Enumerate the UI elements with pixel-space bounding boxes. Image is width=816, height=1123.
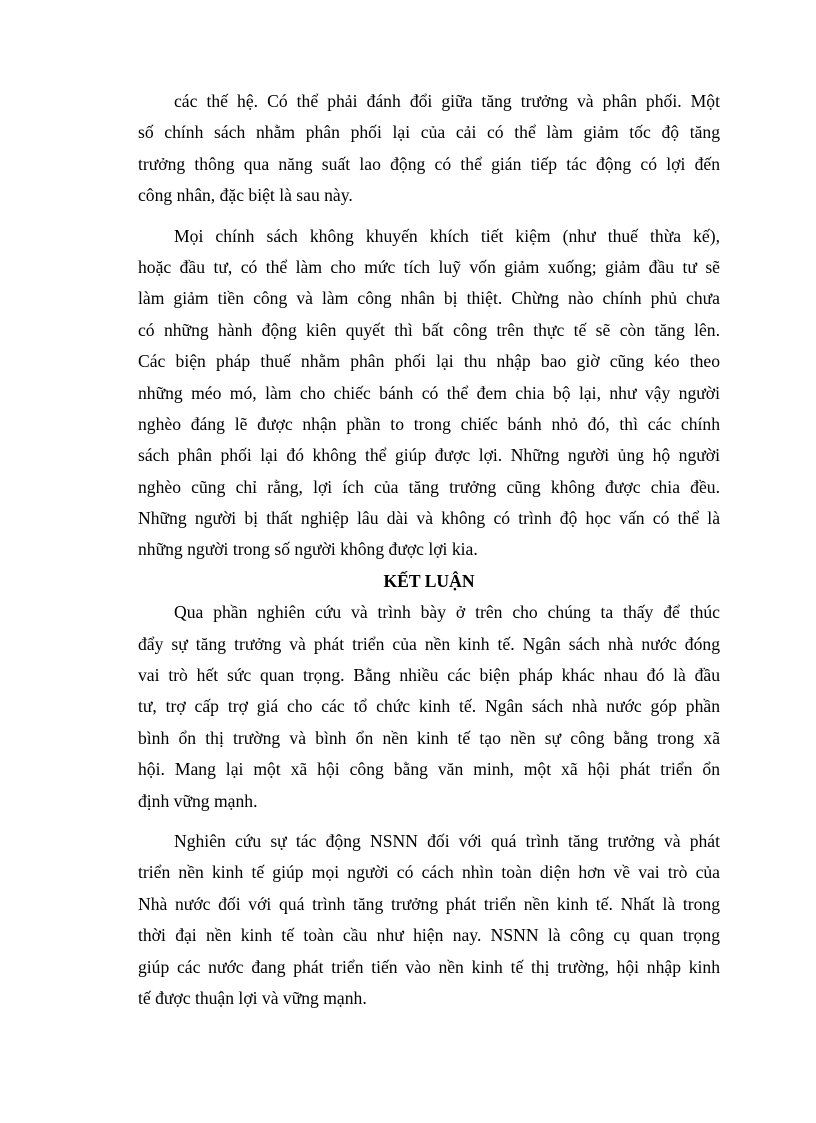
text-line: triển nền kinh tế giúp mọi người có cách nhìn toàn diện hơn về vai trò của	[138, 862, 720, 883]
text-line: Các biện pháp thuế nhằm phân phối lại thu nhập bao giờ cũng kéo theo	[138, 351, 720, 372]
text-line: có những hành động kiên quyết thì bất công trên thực tế sẽ còn tăng lên.	[138, 319, 720, 340]
text-line: thời đại nền kinh tế toàn cầu như hiện nay. NSNN là công cụ quan trọng	[138, 925, 720, 946]
text-line: số chính sách nhằm phân phối lại của cải có thể làm giảm tốc độ tăng	[138, 122, 720, 143]
text-line: vai trò hết sức quan trọng. Bằng nhiều các biện pháp khác nhau đó là đầu	[138, 665, 720, 686]
paragraph	[138, 86, 720, 212]
text-line: Nhà nước đối với quá trình tăng trưởng phát triển nền kinh tế. Nhất là trong	[138, 893, 720, 914]
paragraph	[138, 597, 720, 817]
text-line: Những người bị thất nghiệp lâu dài và không có trình độ học vấn có thể là	[138, 508, 720, 529]
text-line: nghèo cũng chỉ rằng, lợi ích của tăng trưởng cũng không được chia đều.	[138, 476, 720, 497]
text-line: Mọi chính sách không khuyến khích tiết kiệm (như thuế thừa kế),	[174, 225, 720, 246]
paragraph	[138, 826, 720, 1014]
text-line: định vững mạnh.	[138, 790, 258, 811]
text-line: hoặc đầu tư, có thể làm cho mức tích luỹ vốn giảm xuống; giảm đầu tư sẽ	[138, 256, 720, 277]
text-line: tế được thuận lợi và vững mạnh.	[138, 987, 367, 1008]
text-line: làm giảm tiền công và làm công nhân bị thiệt. Chừng nào chính phủ chưa	[138, 288, 720, 309]
text-line: Nghiên cứu sự tác động NSNN đối với quá trình tăng trưởng và phát	[174, 830, 720, 851]
text-line: tư, trợ cấp trợ giá cho các tổ chức kinh tế. Ngân sách nhà nước góp phần	[138, 696, 720, 717]
text-line: giúp các nước đang phát triển tiến vào nền kinh tế thị trường, hội nhập kinh	[138, 956, 720, 977]
text-line: đẩy sự tăng trưởng và phát triển của nền kinh tế. Ngân sách nhà nước đóng	[138, 633, 720, 654]
text-line: hội. Mang lại một xã hội công bằng văn minh, một xã hội phát triển ổn	[138, 759, 720, 780]
text-line: những người trong số người không được lợi kia.	[138, 539, 478, 560]
paragraph	[138, 221, 720, 566]
section-heading: KẾT LUẬN	[383, 570, 475, 591]
text-line: những méo mó, làm cho chiếc bánh có thể đem chia bộ lại, như vậy người	[138, 382, 720, 403]
text-line: trưởng thông qua năng suất lao động có thể gián tiếp tác động có lợi đến	[138, 153, 720, 174]
text-line: các thế hệ. Có thể phải đánh đổi giữa tăng trưởng và phân phối. Một	[174, 91, 720, 111]
document-body	[138, 86, 720, 1014]
text-line: Qua phần nghiên cứu và trình bày ở trên cho chúng ta thấy để thúc	[174, 602, 720, 623]
text-line: nghèo đáng lẽ được nhận phần to trong chiếc bánh nhỏ đó, thì các chính	[138, 413, 720, 434]
text-line: bình ổn thị trường và bình ổn nền kinh tế tạo nền sự công bằng trong xã	[138, 727, 720, 748]
text-line: sách phân phối lại đó không thể giúp được lợi. Những người ủng hộ người	[138, 445, 720, 466]
text-line: công nhân, đặc biệt là sau này.	[138, 185, 353, 206]
